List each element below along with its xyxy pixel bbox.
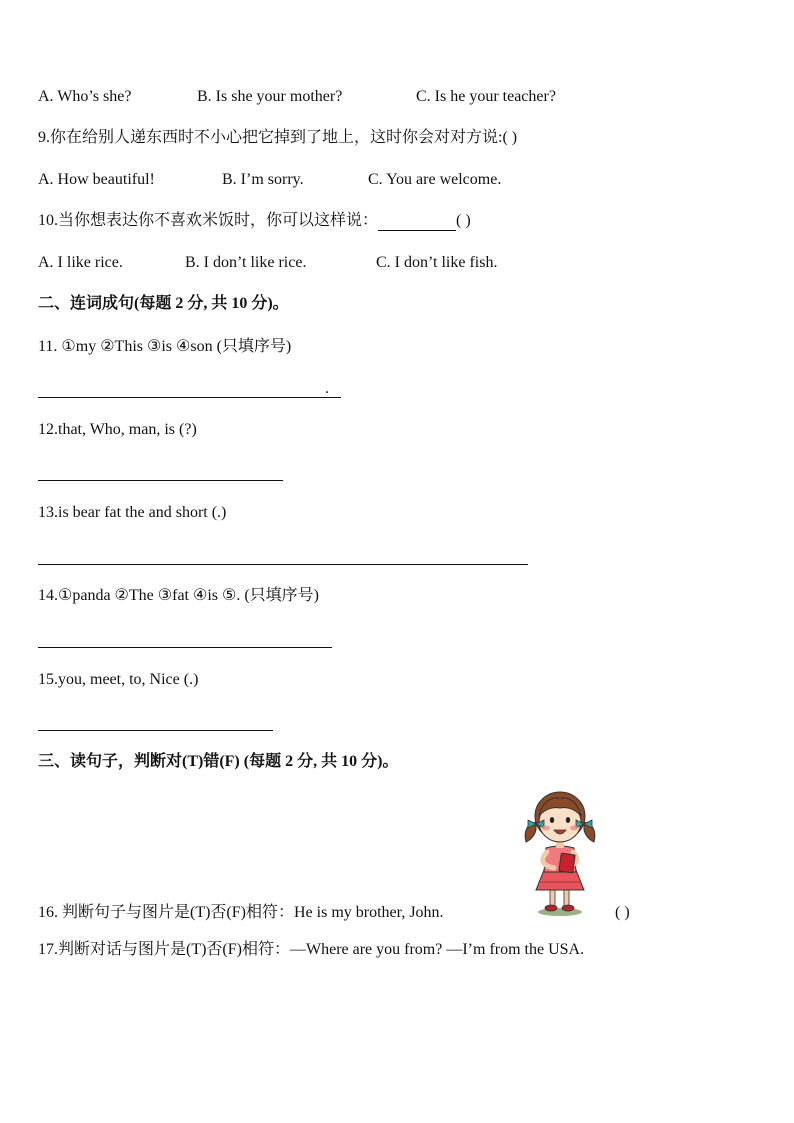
q9-option-a: A. How beautiful! — [38, 171, 155, 188]
q10-option-a: A. I like rice. — [38, 254, 123, 271]
q8-option-c: C. Is he your teacher? — [416, 88, 556, 105]
q9-option-c: C. You are welcome. — [368, 171, 502, 188]
q10-options — [38, 253, 497, 273]
q17-text: 17.判断对话与图片是(T)否(F)相符：—Where are you from? —I’m from the USA. — [38, 941, 585, 958]
q8-option-b: B. Is she your mother? — [197, 88, 343, 105]
q8-option-a: A. Who’s she? — [38, 88, 132, 105]
q12-text: 12.that, Who, man, is (?) — [38, 421, 197, 438]
q13-answer-line[interactable] — [38, 564, 528, 565]
q14-text: 14.①panda ②The ③fat ④is ⑤. (只填序号) — [38, 587, 320, 604]
q9-question — [38, 128, 517, 148]
q15-answer-line[interactable] — [38, 730, 273, 731]
section-3-title: 三、读句子，判断对(T)错(F) (每题 2 分, 共 10 分)。 — [38, 753, 399, 770]
q11-end-mark: . — [325, 380, 329, 397]
q12-answer-line[interactable] — [38, 480, 283, 481]
q16-answer-paren[interactable]: ( ) — [615, 904, 630, 921]
q9-options — [38, 170, 501, 190]
girl-holding-book-icon — [514, 786, 610, 920]
q11-text: 11. ①my ②This ③is ④son (只填序号) — [38, 338, 292, 355]
q8-options — [38, 87, 556, 107]
q9-answer-paren: ( ) — [502, 129, 518, 146]
q10-answer-paren: ( ) — [456, 212, 471, 229]
q9-text: 9.你在给别人递东西时不小心把它掉到了地上，这时你会对对方说: — [38, 129, 503, 146]
section-2-title: 二、连词成句(每题 2 分, 共 10 分)。 — [38, 295, 289, 312]
q16-text: 16. 判断句子与图片是(T)否(F)相符：He is my brother, John. — [38, 904, 444, 921]
q10-answer-blank[interactable] — [378, 214, 456, 231]
q15-text: 15.you, meet, to, Nice (.) — [38, 671, 199, 688]
q10-option-b: B. I don’t like rice. — [185, 254, 307, 271]
q11-answer-line[interactable] — [38, 397, 341, 398]
q16-question — [38, 903, 444, 923]
q10-option-c: C. I don’t like fish. — [376, 254, 498, 271]
q10-question — [38, 211, 471, 231]
q14-answer-line[interactable] — [38, 647, 332, 648]
q10-text: 10.当你想表达你不喜欢米饭时，你可以这样说： — [38, 212, 379, 229]
q13-text: 13.is bear fat the and short (.) — [38, 504, 227, 521]
q9-option-b: B. I’m sorry. — [222, 171, 304, 188]
